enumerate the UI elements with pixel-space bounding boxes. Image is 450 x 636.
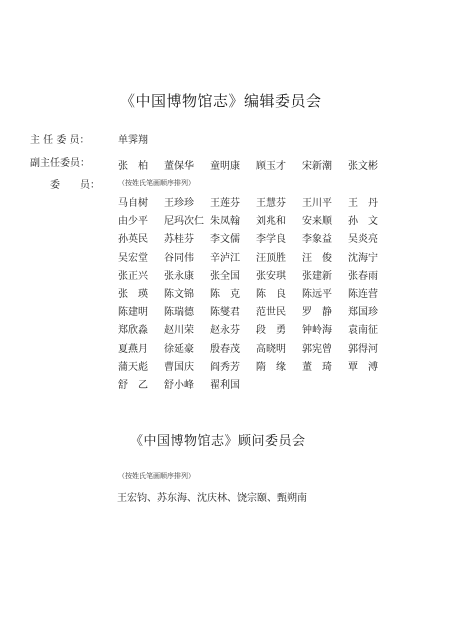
member-name: 孙英民 [118, 234, 148, 246]
members-row [118, 318, 394, 336]
member-name: 陈 良 [256, 288, 286, 300]
member-name: 王川平 [302, 198, 332, 209]
member-name: 罗 静 [302, 307, 332, 319]
member-name: 殷春茂 [210, 343, 240, 355]
member-name: 张春雨 [348, 270, 378, 282]
member-name: 陈文锦 [164, 288, 194, 300]
member-name: 郭宪曾 [302, 343, 332, 355]
member-name: 舒 乙 [118, 379, 148, 391]
member-name: 陈连营 [348, 288, 378, 300]
member-name: 沈海宁 [348, 252, 378, 264]
deputy-name: 顾玉才 [256, 161, 286, 172]
members-row [118, 191, 394, 209]
member-name: 汪 俊 [302, 252, 332, 264]
member-name: 曹国庆 [164, 361, 194, 373]
member-name: 王莲芬 [210, 198, 240, 209]
member-name: 安来顺 [302, 216, 332, 228]
deputy-label: 副主任委员： [30, 158, 90, 169]
member-name: 吴炎亮 [348, 234, 378, 246]
deputy-name: 董保华 [164, 161, 194, 172]
member-name: 王珍珍 [164, 198, 194, 209]
deputy-name: 张 柏 [118, 161, 148, 172]
member-name: 覃 溥 [348, 361, 378, 373]
member-name: 李学良 [256, 234, 286, 246]
members-row [118, 282, 394, 300]
member-name: 舒小峰 [164, 379, 194, 391]
member-name: 夏燕月 [118, 343, 148, 355]
members-label: 委 员： [50, 180, 100, 191]
member-name: 徐延豪 [164, 343, 194, 355]
member-name: 钟岭海 [302, 325, 332, 337]
member-name: 刘兆和 [256, 216, 286, 228]
member-name: 翟利国 [210, 379, 240, 391]
member-name: 蒲天彪 [118, 361, 148, 373]
member-name: 辛泸江 [210, 252, 240, 264]
member-name: 赵川荣 [164, 325, 194, 337]
members-row [118, 300, 394, 318]
member-name: 尼玛次仁 [164, 216, 204, 228]
member-name: 郭得河 [348, 343, 378, 355]
member-name: 陈燮君 [210, 307, 240, 319]
editorial-committee-title: 《中国博物馆志》编辑委员会 [120, 92, 322, 110]
members-row [118, 209, 394, 227]
members-row [118, 264, 394, 282]
member-name: 由少平 [118, 216, 148, 228]
member-name: 隋 缘 [256, 361, 286, 373]
members-grid [118, 191, 394, 391]
advisor-names: 王宏钧、苏东海、沈庆林、饶宗颐、甄朔南 [117, 493, 307, 504]
member-name: 袁南征 [348, 325, 378, 337]
member-name: 李文儒 [210, 234, 240, 246]
member-name: 张全国 [210, 270, 240, 282]
member-name: 马自树 [118, 198, 148, 209]
members-row [118, 337, 394, 355]
member-name: 段 勇 [256, 325, 286, 337]
member-name: 谷同伟 [164, 252, 194, 264]
members-row [118, 355, 394, 373]
members-row [118, 227, 394, 245]
deputy-list [118, 154, 394, 176]
member-name: 陈远平 [302, 288, 332, 300]
member-name: 朱凤翰 [210, 216, 240, 228]
member-name: 王 丹 [348, 198, 378, 209]
director-name: 单霁翔 [118, 135, 148, 146]
member-name: 郑欣淼 [118, 325, 148, 337]
director-label: 主 任 委 员： [30, 135, 90, 146]
member-name: 郑国珍 [348, 307, 378, 319]
member-name: 范世民 [256, 307, 286, 319]
deputy-name: 童明康 [210, 161, 240, 172]
member-name: 董 琦 [302, 361, 332, 373]
member-name: 陈 克 [210, 288, 240, 300]
member-name: 张安琪 [256, 270, 286, 282]
member-name: 张建新 [302, 270, 332, 282]
member-name: 阎秀芳 [210, 361, 240, 373]
member-name: 王慧芬 [256, 198, 286, 209]
member-name: 张正兴 [118, 270, 148, 282]
members-row [118, 246, 394, 264]
member-name: 张永康 [164, 270, 194, 282]
member-name: 孙 文 [348, 216, 378, 228]
member-name: 陈建明 [118, 307, 148, 319]
deputy-name: 宋新潮 [302, 161, 332, 172]
advisory-committee-title: 《中国博物馆志》顾问委员会 [130, 434, 306, 449]
member-name: 吴宏堂 [118, 252, 148, 264]
member-name: 李象益 [302, 234, 332, 246]
deputy-name: 张文彬 [348, 161, 378, 172]
member-name: 陈瑞德 [164, 307, 194, 319]
member-name: 汪顶胜 [256, 252, 286, 264]
member-name: 张 瑛 [118, 288, 148, 300]
members-order-note: （按姓氏笔画顺序排列） [118, 179, 195, 187]
member-name: 苏桂芬 [164, 234, 194, 246]
member-name: 高晓明 [256, 343, 286, 355]
member-name: 赵永芬 [210, 325, 240, 337]
advisory-order-note: （按姓氏笔画顺序排列） [118, 472, 195, 480]
